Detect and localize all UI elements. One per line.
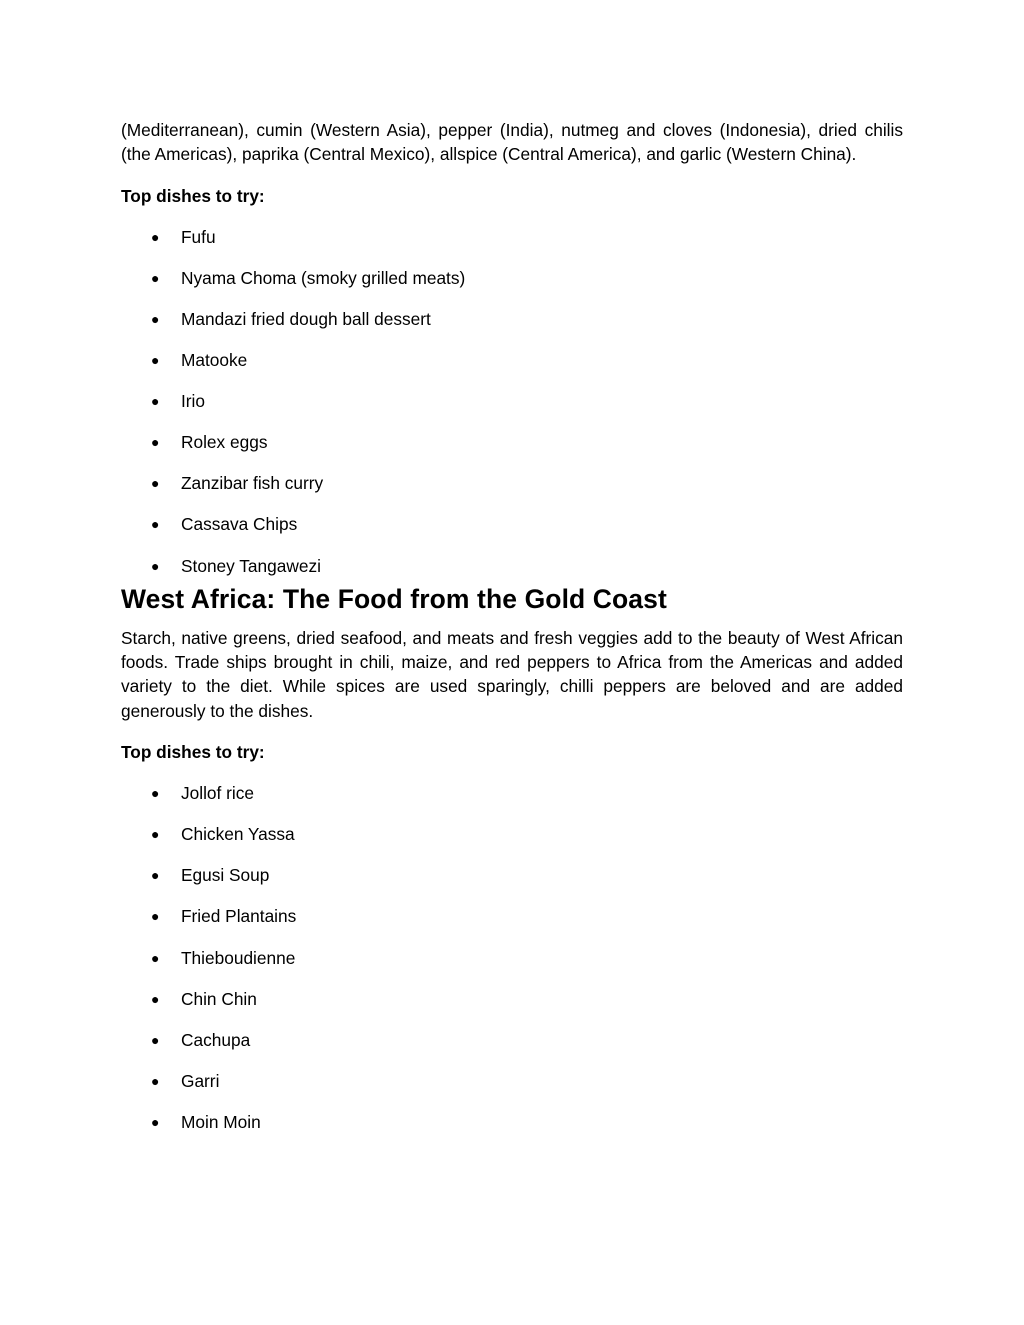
dish-name: Nyama Choma (smoky grilled meats) bbox=[181, 267, 466, 288]
west-africa-dishes-label: Top dishes to try: bbox=[121, 742, 265, 763]
list-item bbox=[121, 554, 903, 582]
dish-name: Chicken Yassa bbox=[181, 824, 295, 845]
east-africa-dishes-label: Top dishes to try: bbox=[121, 185, 265, 206]
list-item bbox=[121, 1110, 903, 1151]
bullet-icon: ● bbox=[151, 1072, 160, 1089]
list-item bbox=[121, 946, 903, 987]
list-item bbox=[121, 1028, 903, 1069]
dish-name: Egusi Soup bbox=[181, 865, 270, 886]
list-item bbox=[121, 781, 903, 822]
east-africa-dish-list bbox=[121, 225, 903, 582]
bullet-icon: ● bbox=[151, 908, 160, 925]
bullet-icon: ● bbox=[151, 311, 160, 327]
dish-name: Mandazi fried dough ball dessert bbox=[181, 309, 431, 329]
dish-name: Thieboudienne bbox=[181, 947, 296, 968]
list-item bbox=[121, 863, 903, 904]
bullet-icon: ● bbox=[151, 352, 160, 369]
bullet-icon: ● bbox=[151, 949, 160, 966]
list-item bbox=[121, 822, 903, 863]
bullet-icon: ● bbox=[151, 1113, 160, 1130]
bullet-icon: ● bbox=[151, 434, 160, 451]
list-item bbox=[121, 348, 903, 389]
bullet-icon: ● bbox=[151, 826, 160, 843]
dish-name: Zanzibar fish curry bbox=[181, 473, 324, 494]
dish-name: Cachupa bbox=[181, 1029, 251, 1050]
list-item bbox=[121, 307, 903, 348]
list-item bbox=[121, 266, 903, 307]
dish-name: Chin Chin bbox=[181, 988, 257, 1009]
list-item bbox=[121, 389, 903, 430]
list-item bbox=[121, 225, 903, 266]
dish-name: Irio bbox=[181, 391, 206, 412]
bullet-icon: ● bbox=[151, 516, 160, 533]
list-item bbox=[121, 430, 903, 471]
intro-paragraph: (Mediterranean), cumin (Western Asia), pepper (India), nutmeg and cloves (Indonesia), dried chilis (the Americas), paprika (Central Mexico), allspice (Central America), and garlic (Western China). bbox=[121, 120, 903, 165]
bullet-icon: ● bbox=[151, 1031, 160, 1048]
west-africa-paragraph: Starch, native greens, dried seafood, and meats and fresh veggies add to the beauty of West African foods. Trade ships brought in chili, maize, and red peppers to Africa from the Americas and added variety to the diet. While spices are used sparingly, chilli peppers are beloved and are added generously to the dishes. bbox=[121, 627, 903, 721]
list-item bbox=[121, 512, 903, 553]
bullet-icon: ● bbox=[151, 990, 160, 1007]
dish-name: Rolex eggs bbox=[181, 432, 268, 453]
bullet-icon: ● bbox=[151, 867, 160, 884]
west-africa-heading: West Africa: The Food from the Gold Coast bbox=[121, 583, 667, 614]
dish-name: Fufu bbox=[181, 226, 216, 247]
dish-name: Matooke bbox=[181, 350, 248, 371]
bullet-icon: ● bbox=[151, 785, 160, 802]
list-item bbox=[121, 987, 903, 1028]
dish-name: Moin Moin bbox=[181, 1111, 261, 1132]
list-item bbox=[121, 1069, 903, 1110]
list-item bbox=[121, 904, 903, 945]
dish-name: Cassava Chips bbox=[181, 514, 298, 535]
bullet-icon: ● bbox=[151, 228, 160, 245]
dish-name: Fried Plantains bbox=[181, 906, 297, 927]
bullet-icon: ● bbox=[151, 269, 160, 286]
bullet-icon: ● bbox=[151, 475, 160, 492]
bullet-icon: ● bbox=[151, 557, 160, 574]
west-africa-dish-list bbox=[121, 781, 903, 1151]
document-page bbox=[121, 118, 903, 1151]
dish-name: Stoney Tangawezi bbox=[181, 555, 321, 576]
dish-name: Garri bbox=[181, 1070, 220, 1091]
list-item bbox=[121, 471, 903, 512]
bullet-icon: ● bbox=[151, 393, 160, 410]
dish-name: Jollof rice bbox=[181, 783, 254, 804]
